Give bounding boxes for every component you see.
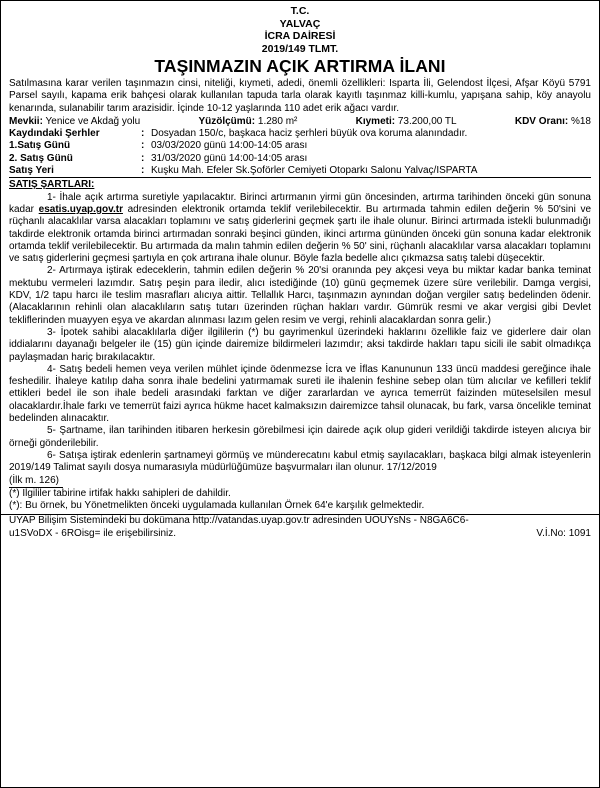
detail-label: 1.Satış Günü	[9, 140, 71, 152]
mevkii-label: Mevkii:	[9, 115, 43, 127]
details-list	[9, 128, 591, 178]
section-title	[9, 179, 591, 191]
detail-row-second-sale	[9, 153, 591, 165]
kdv-label: KDV Oranı:	[514, 115, 569, 127]
kdv-item	[515, 116, 591, 128]
detail-label: Kaydındaki Şerhler	[9, 128, 100, 140]
condition-1-part-b: adresinden elektronik ortamda teklif verilebilecektir. Bu artırmada tahmin edilen değerin % 50'sini ve rüçhanlı alacaklılar varsa alacakları toplamını ve satış giderlerini geçmek şartı ile ihale olunur. Birinci artırmada istekli bulunmadığı takdirde elektronik ortamda birinci artırmadan sonraki beşinci günden, ikinci artırma gününden önceki gün sonuna kadar elektronik ortamda teklif verilebilecektir. Bu artırmada da malın tahmin edilen değerin % 50' sini, rüçhanlı alacaklılar varsa alacakları toplamını ve satış giderlerini geçmesi şartıyla en çok artırana ihale olunur. Böyle fazla bedelle alıcı çıkmazsa satış talebi düşecektir.	[9, 203, 592, 265]
kdv-value: %18	[570, 115, 591, 127]
detail-value: 03/03/2020 günü 14:00-14:05 arası	[151, 140, 308, 152]
detail-label: Satış Yeri	[9, 165, 54, 177]
detail-colon: :	[141, 140, 145, 152]
detail-value: Kuşku Mah. Efeler Sk.Şoförler Cemiyeti Otoparkı Salonu Yalvaç/ISPARTA	[151, 165, 478, 177]
kiymeti-value: 73.200,00 TL	[397, 115, 457, 127]
condition-6: 6- Satışa iştirak edenlerin şartnameyi görmüş ve münderecatını kabul etmiş sayılacakları, başkaca bilgi almak isteyenlerin 2019/149 Talimat sayılı dosya numarasıyla müdürlüğümüze başvurmaları ilan olunur. 17/12/2019	[9, 449, 591, 474]
detail-label: 2. Satış Günü	[9, 152, 73, 164]
detail-value: 31/03/2020 günü 14:00-14:05 arası	[151, 152, 308, 164]
detail-colon: :	[141, 152, 145, 164]
condition-1-part-a: 1- İhale açık artırma suretiyle yapılacaktır. Birinci artırmanın yirmi gün öncesinden, artırma tarihinden önceki gün sonuna kadar	[9, 191, 591, 215]
footer-access-code: u1SVoDX - 6ROisg= ile erişebilirsiniz.	[9, 527, 177, 539]
header-file-no: 2019/149 TLMT.	[261, 42, 339, 55]
condition-5: 5- Şartname, ilan tarihinden itibaren herkesin görebilmesi için dairede açık olup gideri verildiği takdirde isteyen alıcıya bir örneği gönderilebilir.	[9, 425, 591, 449]
property-meta-row	[9, 116, 591, 128]
mevkii-item	[9, 116, 140, 128]
footnote-1: (*) İlgililer tabirine irtifak hakkı sahipleri de dahildir.	[9, 487, 231, 499]
footer-ad-number: V.İ.No: 1091	[536, 527, 591, 539]
detail-row-first-sale	[9, 140, 591, 152]
footnote-2: (*): Bu örnek, bu Yönetmelikten önceki uygulamada kullanılan Örnek 64'e karşılık gelmektedir.	[9, 500, 425, 512]
kiymeti-label: Kıymeti:	[355, 115, 396, 127]
page-title: TAŞINMAZIN AÇIK ARTIRMA İLANI	[154, 56, 446, 76]
condition-2: 2- Artırmaya iştirak edeceklerin, tahmin edilen değerin % 20'si oranında pey akçesi veya bu miktar kadar banka teminat mektubu vermeleri lazımdır. Satış peşin para iledir, alıcı istediğinde (10) günü geçmemek üzere süre verilebilir. Damga vergisi, KDV, 1/2 tapu harcı ile teslim masrafları alıcıya aittir. Tellallık Harcı, taşınmazın aynından doğan vergiler satış bedelinden ödenir. (Alacaklarının rehinli olan alacaklıların satış tutarı üzerinden rüçhan hakları vardır. Gümrük resmi ve akar vergisi gibi Devlet tekliflerinden muayyen eşya ve akardan alınması lazım gelen resim ve vergi, rehinli alacaklardan sonra gelir.)	[9, 265, 591, 326]
footer	[9, 515, 591, 540]
header-block	[9, 5, 591, 55]
detail-row-sale-place	[9, 165, 591, 178]
intro-paragraph: Satılmasına karar verilen taşınmazın cinsi, niteliği, kıymeti, adedi, önemli özellikleri: Isparta İli, Gelendost İlçesi, Afşar Köyü 5791 Parsel sayılı, kapama erik bahçesi olarak kullanılan tapuda tarla olarak kayıtlı taşınmaz killi-kumlu, yapışana sahip, köy anayolu kenarında, sulanabilir tarım arazisidir. İçinde 10-12 yaşlarında 110 adet erik ağacı vardır.	[9, 78, 591, 114]
section-title-text: SATIŞ ŞARTLARI:	[9, 179, 95, 191]
header-tc: T.C.	[290, 5, 310, 17]
kiymeti-item	[356, 116, 457, 128]
condition-3: 3- İpotek sahibi alacaklılarla diğer ilgililerin (*) bu gayrimenkul üzerindeki haklarını özellikle faiz ve giderlere dair olan iddialarını dayanağı belgeler ile (15) gün içinde dairemize bildirmeleri lazımdır; aksi takdirde hakları tapu sicili ile sabit olmadıkça paylaşmadan hariç bırakılacaktır.	[9, 326, 591, 363]
detail-row-serhler	[9, 128, 591, 140]
detail-value: Dosyadan 150/c, başkaca haciz şerhleri büyük ova koruma alanındadır.	[151, 128, 468, 140]
footer-bottom-row	[9, 528, 591, 540]
ik-reference	[9, 475, 591, 488]
esatis-link[interactable]: esatis.uyap.gov.tr	[38, 203, 123, 215]
header-city: YALVAÇ	[279, 17, 321, 30]
yuzolcumu-item	[198, 116, 297, 128]
condition-4: 4- Satış bedeli hemen veya verilen mühlet içinde ödenmezse İcra ve İflas Kanununun 133 üncü maddesi gereğince ihale feshedilir. İhaleye katılıp daha sonra ihale bedelini yatırmamak sureti ile ihalenin feshine sebep olan tüm alıcılar ve kefilleri teklif ettikleri bedel ile son ihale bedeli arasındaki farktan ve diğer zararlardan ve ayrıca temerrüt faizinden müteselsilen mesul olacaklardır.İhale farkı ve temerrüt faizi ayrıca hükme hacet kalmaksızın dairemizce tahsil olunacak, bu fark, varsa öncelikle teminat bedelinden alınacaktır.	[9, 363, 591, 425]
detail-colon: :	[141, 165, 145, 177]
header-office: İCRA DAİRESİ	[264, 30, 336, 42]
condition-1	[9, 192, 591, 266]
mevkii-value: Yenice ve Akdağ yolu	[45, 115, 141, 127]
yuzolcumu-label: Yüzölçümü:	[198, 115, 256, 127]
footer-access-line: UYAP Bilişim Sistemindeki bu dokümana http://vatandas.uyap.gov.tr adresinden UOUYsNs - N8GA6C6-	[9, 515, 469, 527]
yuzolcumu-value: 1.280 m²	[257, 115, 298, 127]
ik-reference-text: (İlk m. 126)	[9, 475, 63, 488]
detail-colon: :	[141, 128, 145, 140]
